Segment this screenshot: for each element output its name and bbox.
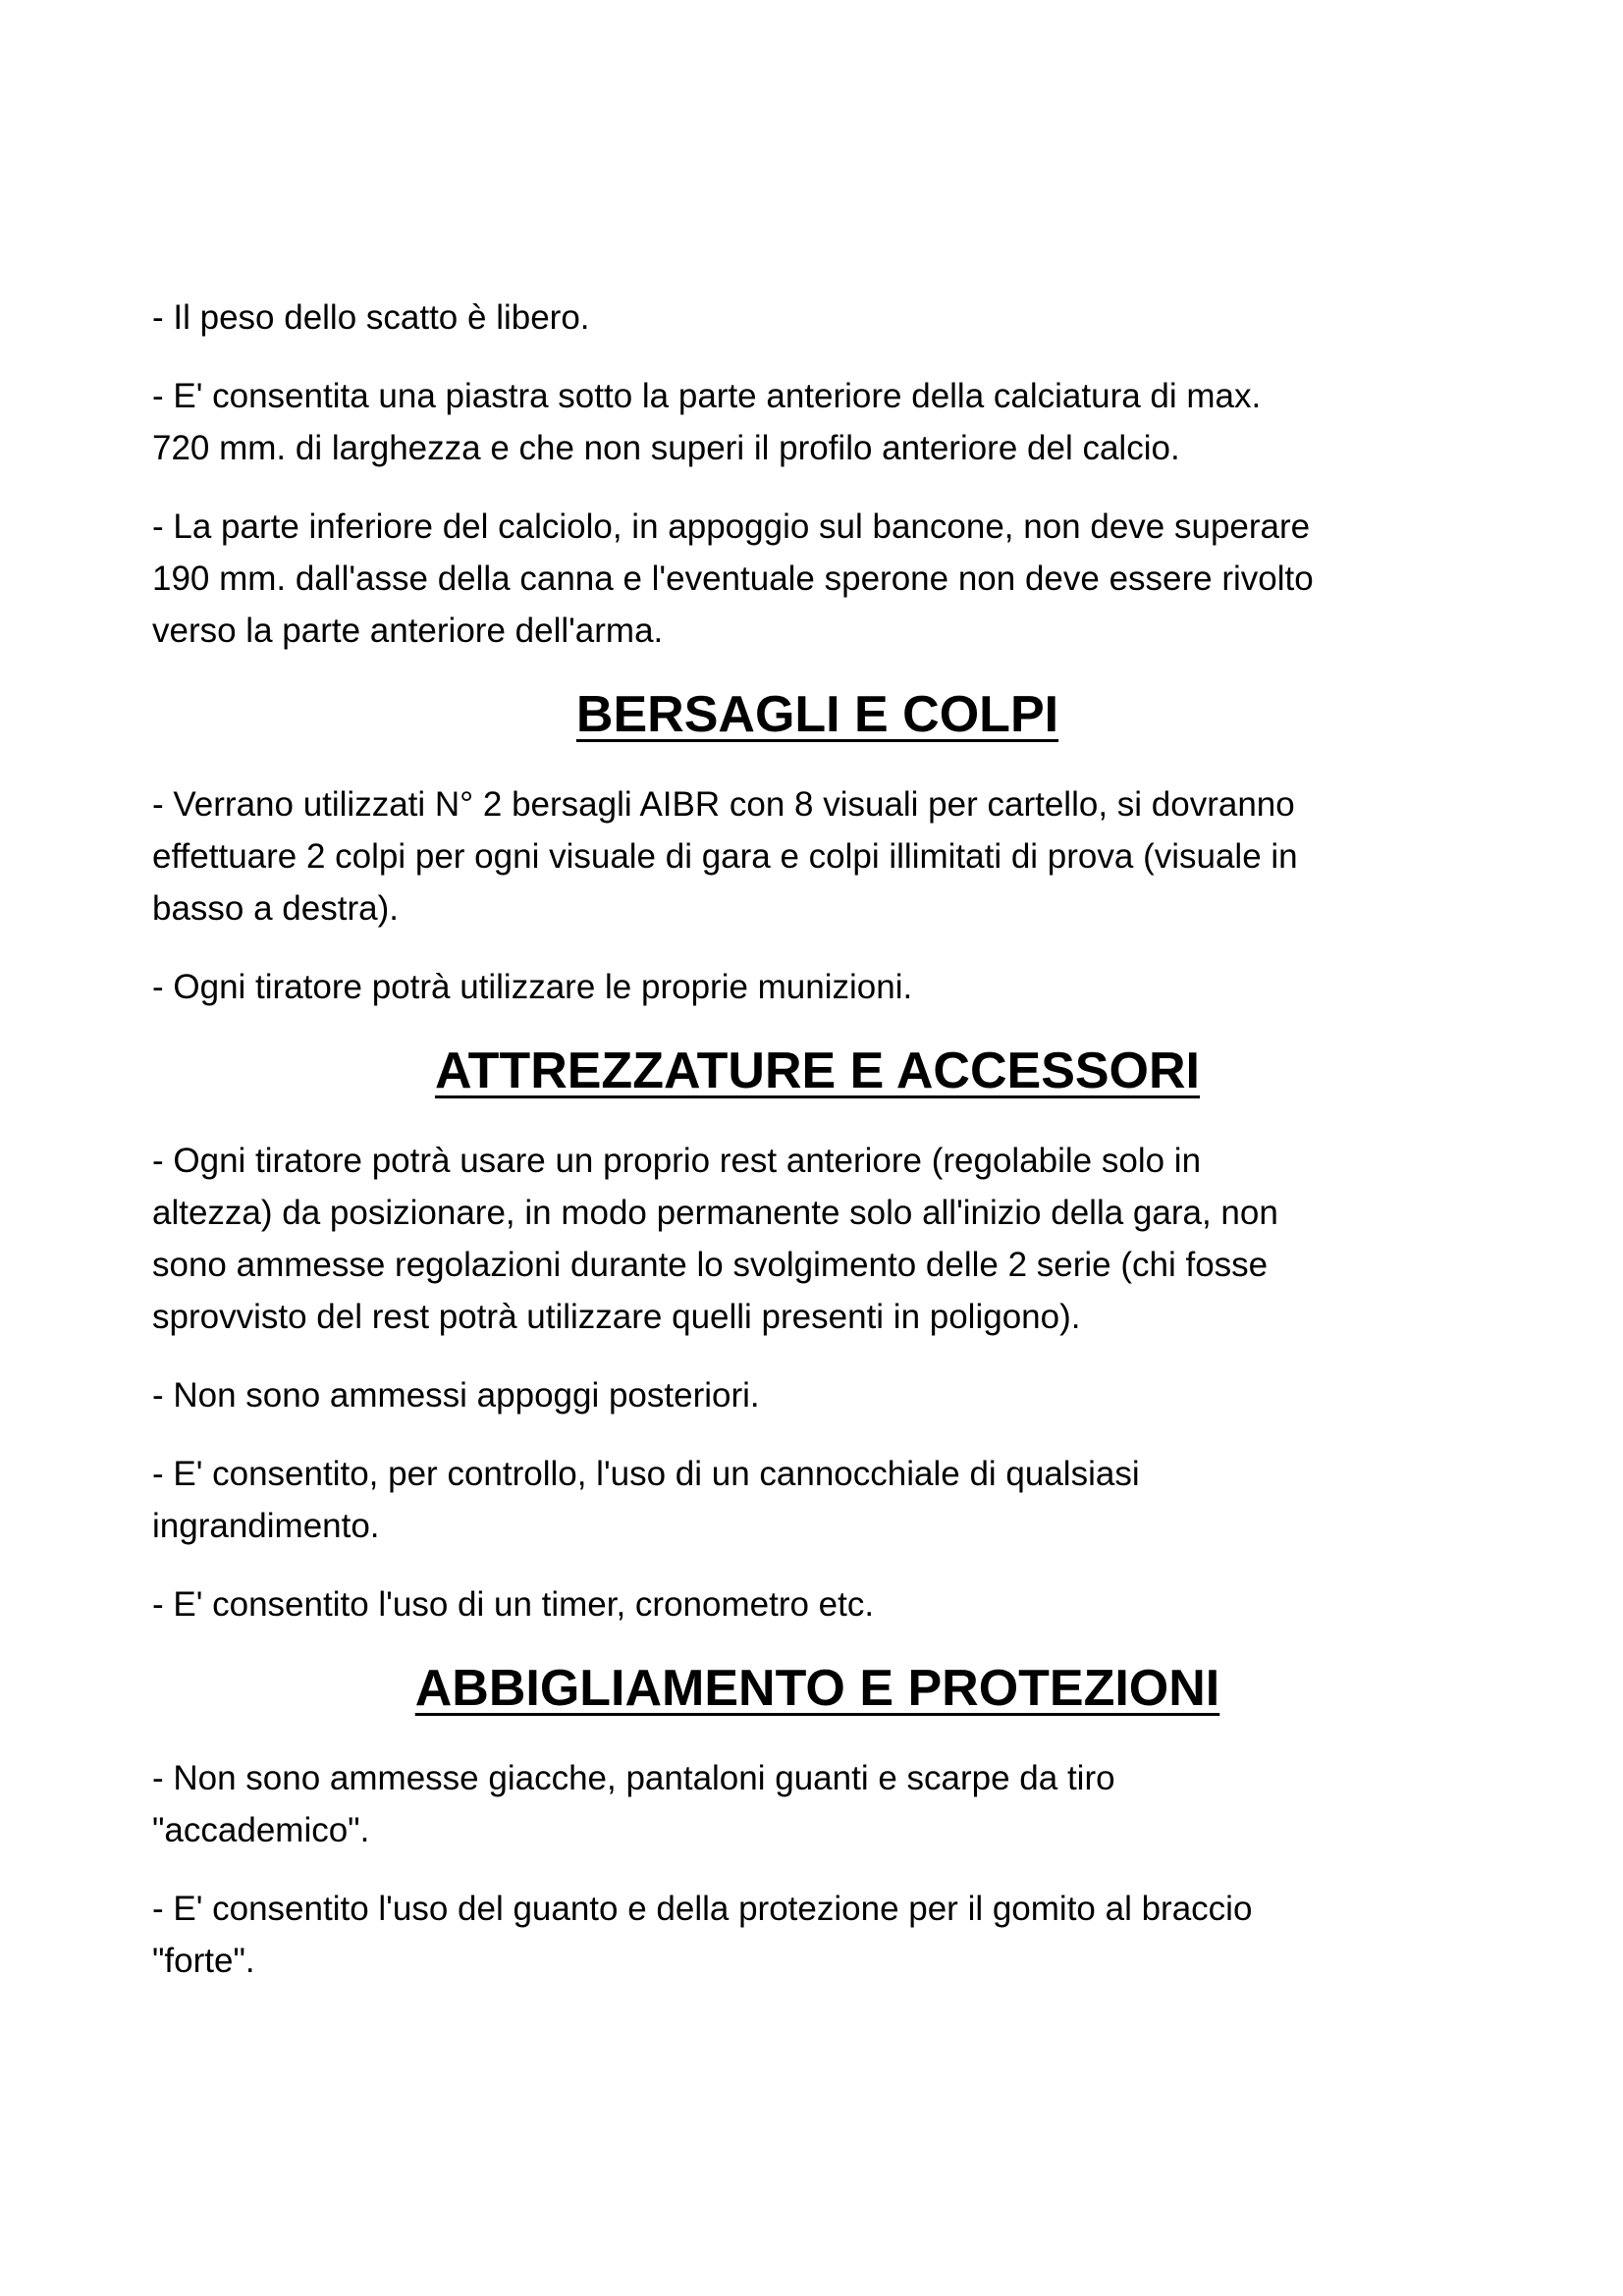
paragraph-ammunition: - Ogni tiratore potrà utilizzare le proprie munizioni. — [152, 968, 913, 1006]
section-title-bersagli: BERSAGLI E COLPI — [575, 686, 1059, 743]
paragraph-spotting-scope: - E' consentito, per controllo, l'uso di un cannocchiale di qualsiasi ingrandimento. — [152, 1455, 1140, 1545]
paragraph-targets: - Verrano utilizzati N° 2 bersagli AIBR con 8 visuali per cartello, si dovranno effettuare 2 colpi per ogni visuale di gara e colpi illimitati di prova (visuale in basso a destra). — [152, 785, 1298, 928]
paragraph-clothing: - Non sono ammesse giacche, pantaloni guanti e scarpe da tiro "accademico". — [152, 1759, 1115, 1849]
paragraph-buttplate: - La parte inferiore del calciolo, in appoggio sul bancone, non deve superare 190 mm. dall'asse della canna e l'eventuale sperone non deve essere rivolto verso la parte anteriore dell'arma. — [152, 507, 1314, 650]
document-body — [152, 292, 1483, 2013]
section-title-attrezzature: ATTREZZATURE E ACCESSORI — [434, 1042, 1201, 1099]
section-title-abbigliamento: ABBIGLIAMENTO E PROTEZIONI — [414, 1660, 1220, 1717]
paragraph-plate: - E' consentita una piastra sotto la parte anteriore della calciatura di max. 720 mm. di larghezza e che non superi il profilo anteriore del calcio. — [152, 377, 1262, 467]
paragraph-trigger-weight: - Il peso dello scatto è libero. — [152, 298, 590, 337]
paragraph-glove: - E' consentito l'uso del guanto e della protezione per il gomito al braccio "forte". — [152, 1890, 1253, 1980]
paragraph-rear-support: - Non sono ammessi appoggi posteriori. — [152, 1376, 760, 1415]
paragraph-timer: - E' consentito l'uso di un timer, cronometro etc. — [152, 1585, 875, 1624]
paragraph-front-rest: - Ogni tiratore potrà usare un proprio rest anteriore (regolabile solo in altezza) da posizionare, in modo permanente solo all'inizio della gara, non sono ammesse regolazioni durante lo svolgimento delle 2 serie (chi fosse sprovvisto del rest potrà utilizzare quelli presenti in poligono). — [152, 1142, 1278, 1336]
